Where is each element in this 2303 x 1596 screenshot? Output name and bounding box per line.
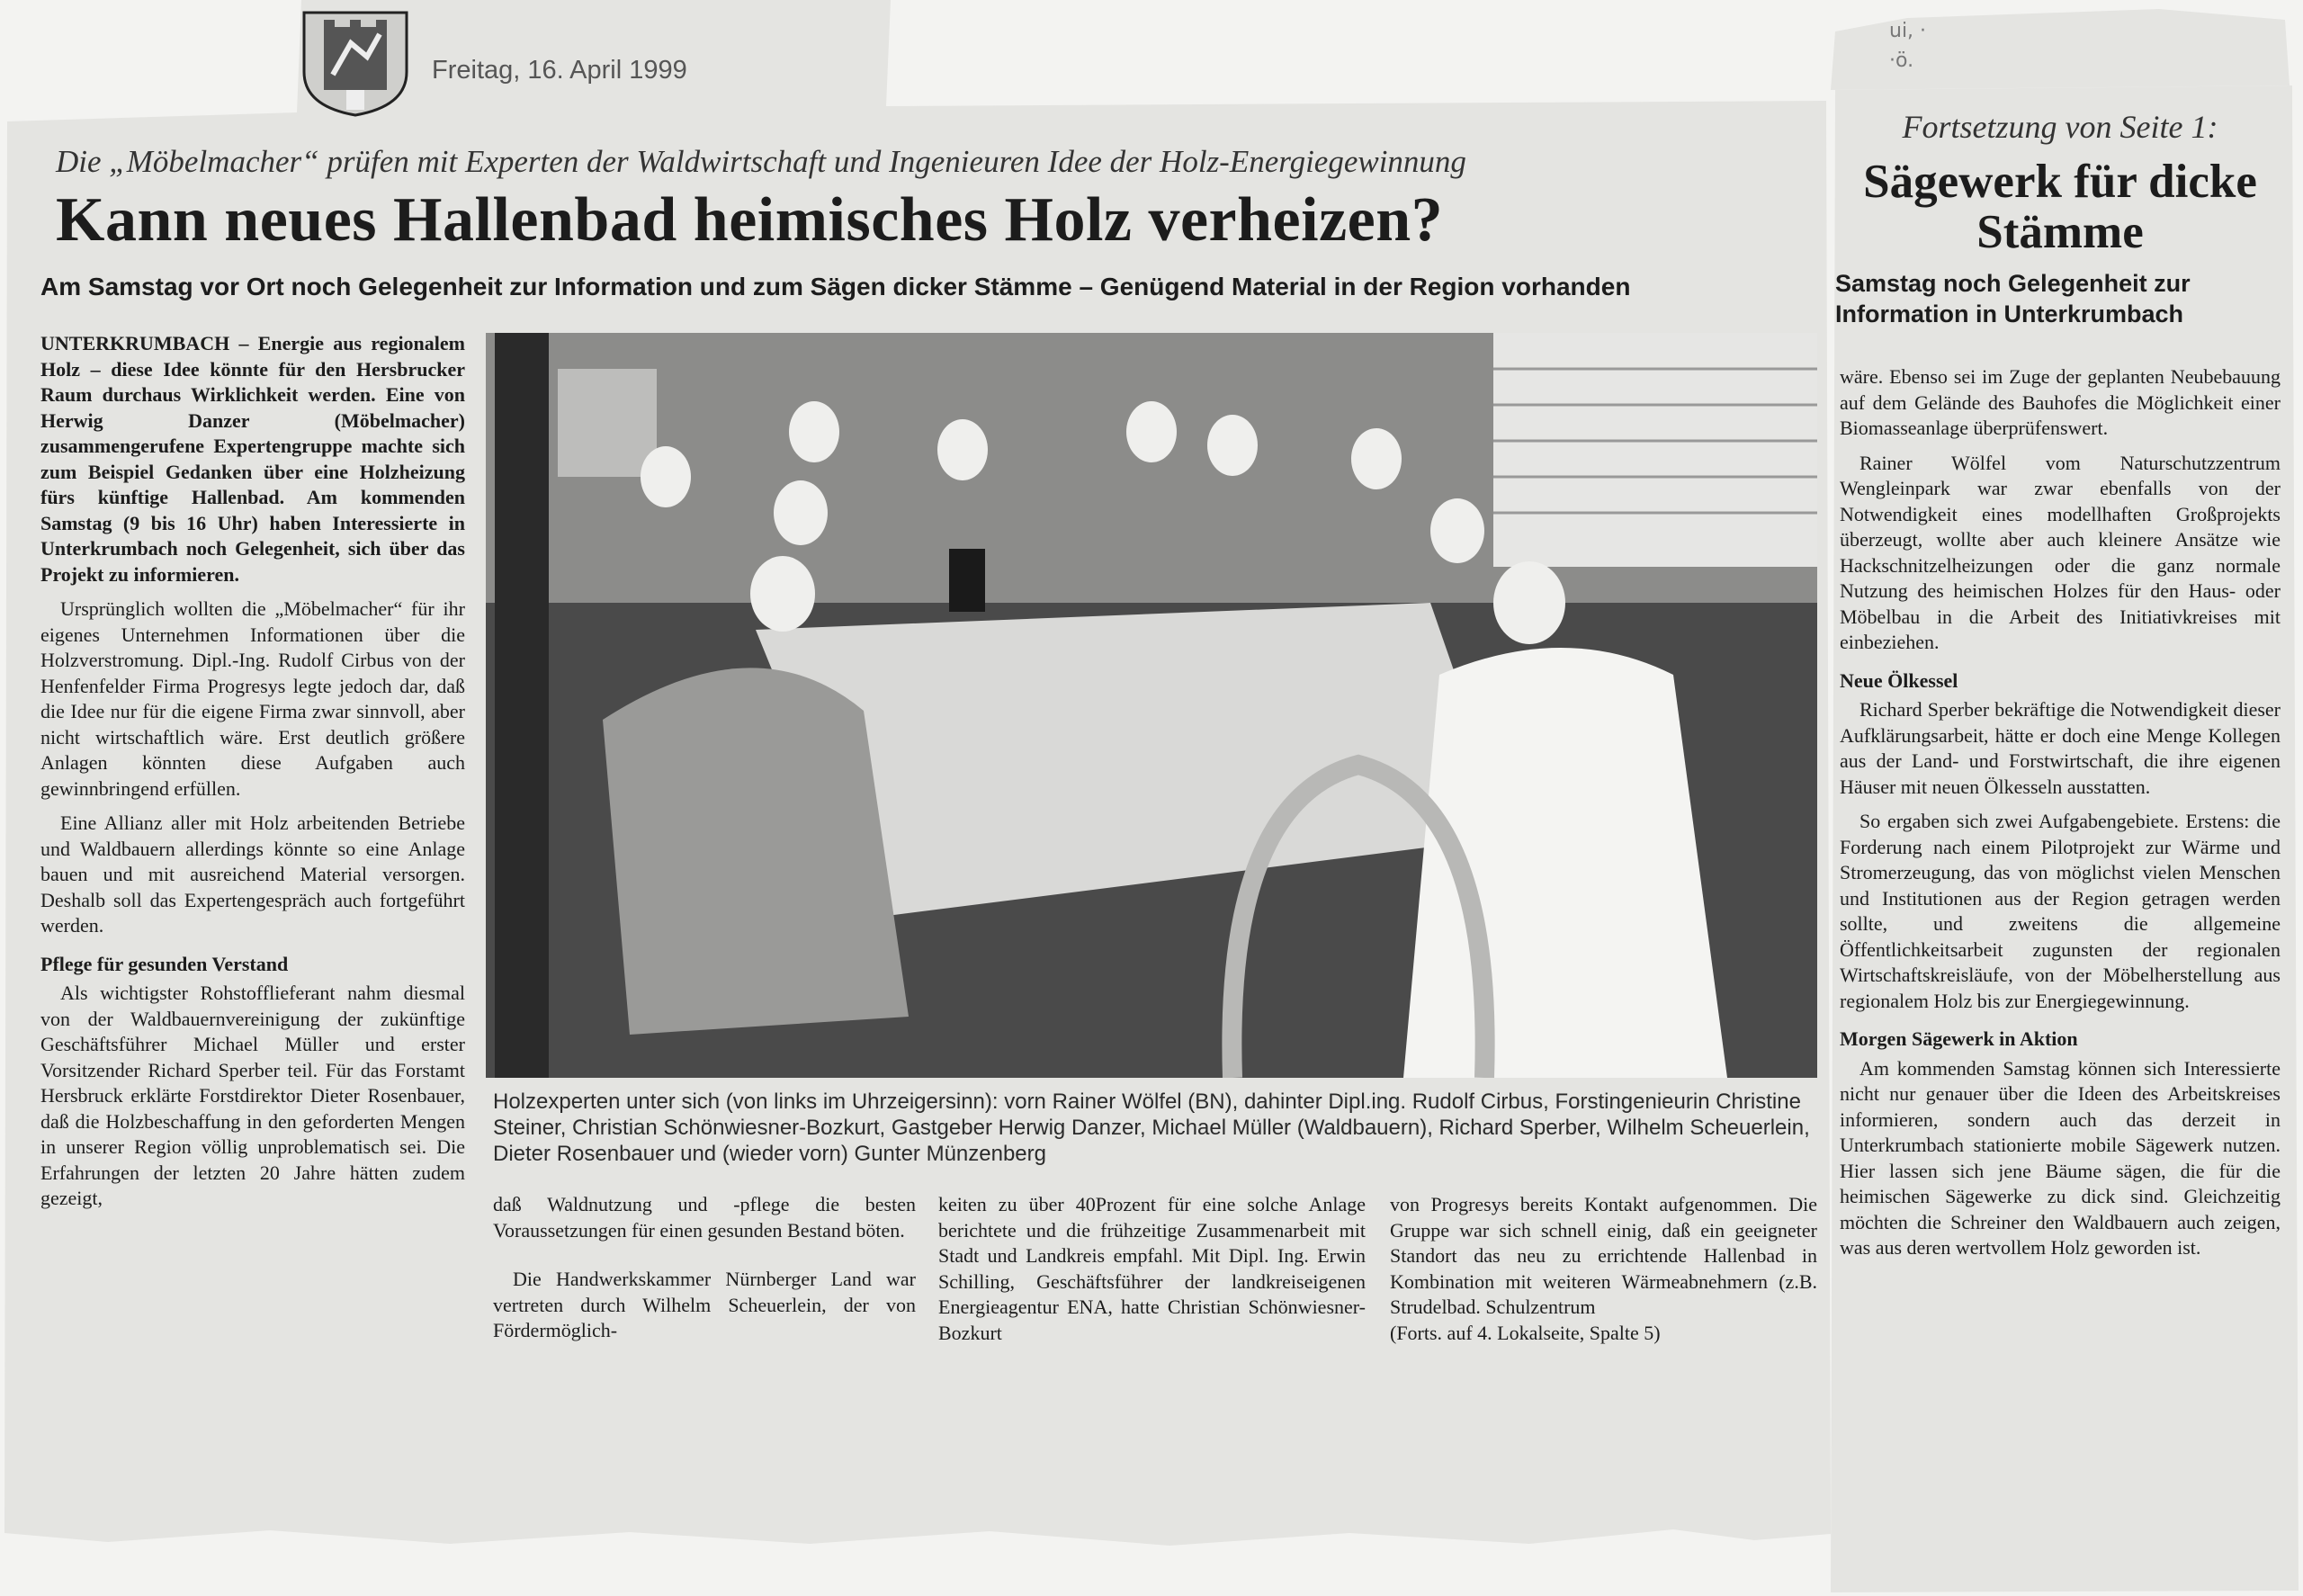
meeting-photo — [486, 333, 1817, 1078]
continuation-column — [1840, 364, 2281, 1270]
section-heading: Morgen Sägewerk in Aktion — [1840, 1027, 2078, 1050]
continuation-headline: Sägewerk für dicke Stämme — [1863, 156, 2257, 258]
paragraph: Richard Sperber bekräftige die Notwendigkeit dieser Aufklärungsarbeit, hätte er doch eine Menge Kollegen aus der Land- und Forstwirtschaft, die ihre eigenen Häuser mit neuen Ölkesseln ausstatten. — [1840, 698, 2281, 798]
issue-date: Freitag, 16. April 1999 — [432, 56, 687, 85]
section-heading: Neue Ölkessel — [1840, 668, 1958, 692]
paragraph: Eine Allianz aller mit Holz arbeitenden Betriebe und Waldbauern allerdings könnte so eine Anlage bauen und mit ausreichend Material versorgen. Deshalb soll das Expertengespräch auch fortgeführt werden. — [40, 811, 465, 937]
paragraph: wäre. Ebenso sei im Zuge der geplanten Neubebauung auf dem Gelände des Bauhofes die Möglichkeit einer Biomasseanlage überprüfenswert. — [1840, 365, 2281, 439]
lead-text: – Energie aus regionalem Holz – diese Idee könnte für den Hersbrucker Raum durchaus Wirklichkeit werden. Eine von Herwig Danzer (Möbelmacher) zusammengerufene Expertengruppe machte sich zum Beispiel Gedanken über eine Holzheizung fürs künftige Hallenbad. Am kommenden Samstag (9 bis 16 Uhr) haben Interessierte in Unterkrumbach noch Gelegenheit, sich über das Projekt zu informieren. — [40, 332, 465, 586]
continuation-subhead: Samstag noch Gelegenheit zur Information in Unterkrumbach — [1835, 270, 2191, 327]
continuation-label: Fortsetzung von Seite 1: — [1902, 109, 2218, 145]
dateline: UNTERKRUMBACH — [40, 332, 230, 354]
paragraph: Ursprünglich wollten die „Möbelmacher“ für ihr eigenes Unternehmen Informationen über die Holzverstromung. Dipl.-Ing. Rudolf Cirbus von der Henfenfelder Firma Progresys legte jedoch dar, daß die Idee nur für die eigene Firma zwar sinnvoll, aber nicht wirtschaftlich wäre. Erst deutlich größere Anlagen könnten diese Aufgaben auch gewinnbringend erfüllen. — [40, 597, 465, 800]
paragraph: Als wichtigster Rohstofflieferant nahm diesmal von der Waldbauernvereinigung der zukünftige Geschäftsführer Michael Müller und erster Vorsitzender Richard Sperber teil. Für das Forstamt Hersbruck erklärte Forstdirektor Dieter Rosenbauer, daß die Holzbeschaffung in den geforderten Mengen in unserer Region völlig unproblematisch sei. Die Erfahrungen der letzten 20 Jahre hätten zudem gezeigt, — [40, 982, 465, 1209]
article-kicker: Die „Möbelmacher“ prüfen mit Experten der Waldwirtschaft und Ingenieuren Idee der Holz-Energiegewinnung — [56, 144, 1466, 179]
article-column-2 — [493, 1192, 916, 1353]
paragraph: Rainer Wölfel vom Naturschutzzentrum Wengleinpark war zwar ebenfalls von der Notwendigkeit eines modellhaften Großprojekts überzeugt, wollte aber auch kleinere Ansätze wie Hackschnitzelheizungen oder die ganz normale Nutzung des heimischen Holzes für den Haus- oder Möbelbau in die Arbeit des Initiativkreises mit einbeziehen. — [1840, 451, 2281, 653]
article-column-4 — [1390, 1192, 1817, 1355]
paragraph: keiten zu über 40Prozent für eine solche Anlage berichtete und die frühzeitige Zusammenarbeit mit Stadt und Landkreis empfahl. Mit Dipl. Ing. Erwin Schilling, Geschäftsführer der landkreiseigenen Energieagentur ENA, hatte Christian Schönwiesner-Bozkurt — [938, 1193, 1366, 1344]
town-crest-logo — [297, 7, 414, 117]
article-column-1 — [40, 331, 465, 1221]
article-subhead: Am Samstag vor Ort noch Gelegenheit zur Information und zum Sägen dicker Stämme – Genügend Material in der Region vorhanden — [40, 273, 1631, 300]
article-column-3 — [938, 1192, 1366, 1355]
lead-paragraph — [40, 331, 465, 587]
article-headline: Kann neues Hallenbad heimisches Holz verheizen? — [56, 185, 1444, 255]
section-heading: Pflege für gesunden Verstand — [40, 952, 289, 975]
paragraph: Die Handwerkskammer Nürnberger Land war vertreten durch Wilhelm Scheuerlein, der von Fördermöglich- — [493, 1268, 916, 1341]
paragraph: von Progresys bereits Kontakt aufgenommen. Die Gruppe war sich schnell einig, daß ein geeigneter Standort das neu zu errichtende Hallenbad in Kombination mit weiteren Wärmeabnehmern (z.B. Strudelbad. Schulzentrum — [1390, 1193, 1817, 1318]
paragraph: daß Waldnutzung und -pflege die besten Voraussetzungen für einen gesunden Bestand böten. — [493, 1193, 916, 1242]
header-scrap-fragment: ui, · — [1889, 20, 1927, 42]
continuation-reference: (Forts. auf 4. Lokalseite, Spalte 5) — [1390, 1321, 1661, 1344]
photo-caption: Holzexperten unter sich (von links im Uhrzeigersinn): vorn Rainer Wölfel (BN), dahinter Dipl.ing. Rudolf Cirbus, Forstingenieurin Christine Steiner, Christian Schönwiesner-Bozkurt, Gastgeber Herwig Danzer, Michael Müller (Waldbauern), Richard Sperber, Wilhelm Scheuerlein, Dieter Rosenbauer und (wieder vorn) Gunter Münzenberg — [493, 1089, 1810, 1166]
paragraph: Am kommenden Samstag können sich Interessierte nicht nur genauer über die Ideen des Arbeitskreises informieren, sondern auch das derzeit in Unterkrumbach stationierte mobile Sägewerk nutzen. Hier lassen sich jene Bäume sägen, die für die heimischen Sägewerke zu dick sind. Gleichzeitig möchten die Schreiner den Waldbauern auch zeigen, was aus deren wertvollem Holz geworden ist. — [1840, 1056, 2281, 1259]
masthead — [297, 0, 891, 121]
header-scrap-fragment: ·ö. — [1889, 49, 1914, 72]
continuation-header — [1835, 108, 2285, 329]
paragraph: So ergaben sich zwei Aufgabengebiete. Erstens: die Forderung nach einem Pilotprojekt zur Wärme und Stromerzeugung, das von möglichst vielen Menschen und Institutionen aus der Region getragen werden sollte, und zweitens die allgemeine Öffentlichkeitsarbeit zugunsten der regionalen Wirtschaftskreisläufe, von der Möbelherstellung aus regionalem Holz bis zur Energiegewinnung. — [1840, 810, 2281, 1012]
